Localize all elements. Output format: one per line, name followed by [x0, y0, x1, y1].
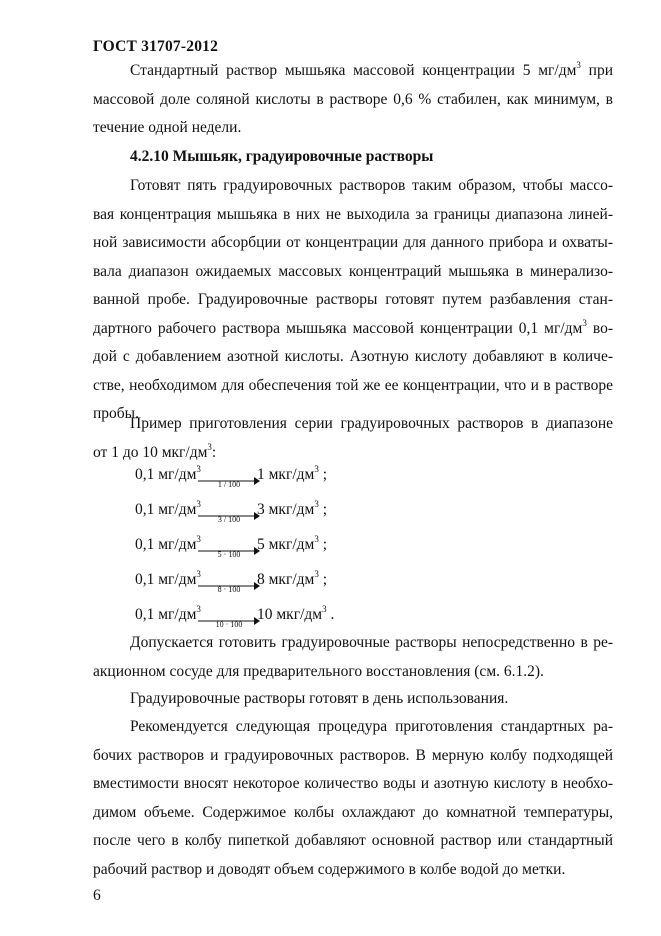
text-line: вала диапазон ожидаемых массовых концентраций мышьяка в минерализо-: [93, 262, 613, 280]
formula-ratio: 8 · 100: [217, 585, 241, 594]
text-line: ной зависимости абсорбции от концентрации для данного прибора и охваты-: [93, 234, 613, 251]
formula-result: 10 мкг/$дм^3$ .: [257, 604, 335, 623]
text-line: стве, необходимом для обеспечения той же ее концентрации, что и в растворе: [93, 376, 613, 394]
page-number: 6: [93, 887, 101, 904]
document-header: ГОСТ 31707-2012: [93, 38, 219, 55]
text-line: вая концентрация мышьяка в них не выходила за границы диапазона линей-: [93, 205, 613, 223]
formula-source: 0,1 $мг/дм^3$: [135, 534, 201, 553]
text-line: акционном сосуде для предварительного восстановления (см. 6.1.2).: [93, 662, 544, 680]
paragraph-calibration: [93, 172, 613, 429]
formula-ratio: 1 / 100: [217, 480, 241, 489]
text-line: ванной пробе. Градуировочные растворы готовят путем разбавления стан-: [93, 291, 613, 308]
formula-ratio: 5 · 100: [217, 550, 241, 559]
formula-result: 3 мкг/$дм^3$ ;: [257, 499, 328, 518]
text-line: от 1 до 10 мкг/$дм^3$:: [93, 441, 217, 461]
text-line: Рекомендуется следующая процедура приготовления стандартных ра-: [130, 718, 613, 735]
formula-source: 0,1 $мг/дм^3$: [135, 604, 201, 623]
section-heading: 4.2.10 Мышьяк, градуировочные растворы: [130, 148, 434, 165]
formula-ratio: 10 · 100: [215, 620, 243, 629]
paragraph-stability: [93, 57, 613, 143]
text-line: течение одной недели.: [93, 119, 242, 136]
text-line: дартного рабочего раствора мышьяка массовой концентрации 0,1 $мг/дм^3$ во-: [93, 317, 613, 337]
formula-result: 8 мкг/$дм^3$ ;: [257, 569, 328, 588]
paragraph-example: [93, 410, 613, 467]
text-line: Градуировочные растворы готовят в день использования.: [130, 690, 509, 707]
text-line: рабочий раствор и доводят объем содержимого в колбе водой до метки.: [93, 860, 566, 878]
formula-result: 1 мкг/$дм^3$ ;: [257, 464, 328, 483]
text-line: Пример приготовления серии градуировочных растворов в диапазоне: [130, 415, 613, 432]
text-line: массовой доле соляной кислоты в растворе 0,6 % стабилен, как минимум, в: [93, 90, 613, 108]
formula-source: 0,1 $мг/дм^3$: [135, 499, 201, 518]
text-line: пробы.: [93, 405, 139, 422]
text-line: вместимости вносят некоторое количество воды и азотную кислоту в необхо-: [93, 775, 613, 792]
text-line: после чего в колбу пипеткой добавляют основной раствор или стандартный: [93, 832, 613, 849]
paragraph-procedure: [93, 713, 613, 884]
text-line: Стандартный раствор мышьяка массовой концентрации 5 $мг/дм^3$ при: [130, 60, 613, 79]
paragraph-reaction-vessel: [93, 629, 613, 686]
text-line: бочих растворов и градуировочных растворов. В мерную колбу подходящей: [93, 746, 613, 764]
paragraph-same-day: [93, 685, 613, 714]
text-line: Готовят пять градуировочных растворов таким образом, чтобы массо-: [130, 177, 613, 194]
text-line: дой с добавлением азотной кислоты. Азотную кислоту добавляют в количе-: [93, 348, 613, 365]
text-line: Допускается готовить градуировочные растворы непосредственно в ре-: [130, 634, 613, 651]
formula-source: 0,1 $мг/дм^3$: [135, 464, 201, 483]
formula-ratio: 3 / 100: [217, 515, 241, 524]
formula-source: 0,1 $мг/дм^3$: [135, 569, 201, 588]
text-line: димом объеме. Содержимое колбы охлаждают до комнатной температуры,: [93, 803, 613, 821]
formula-result: 5 мкг/$дм^3$ ;: [257, 534, 328, 553]
